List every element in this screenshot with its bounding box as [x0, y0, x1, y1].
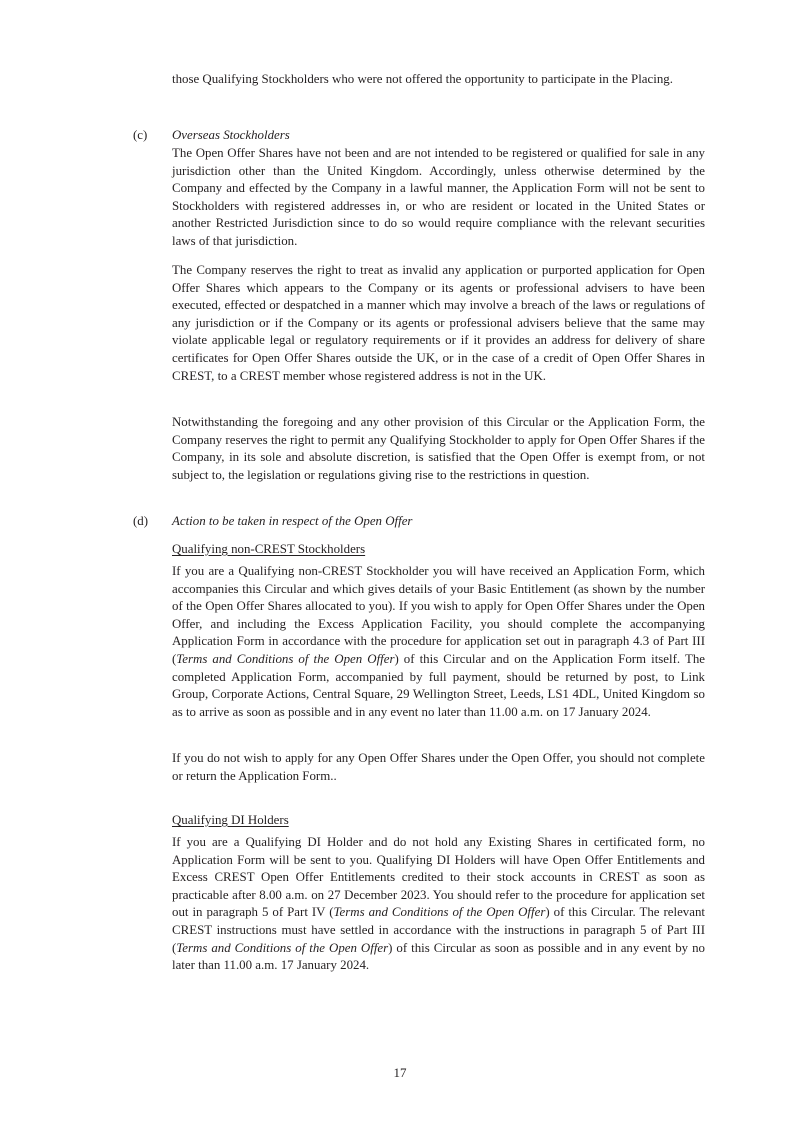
paragraph-text	[172, 834, 705, 975]
text-run: If you are a Qualifying DI Holder and do not hold any Existing Shares in certificated form, no Application Form will be sent to you. Qualifying DI Holders will have Open Offer Entitlements and Excess CREST Open Offer Entitlements credited to their stock accounts in CREST as soon as practicable after 8.00 a.m. on 27 December 2023. You should refer to the procedure for application set out in paragraph 5 of Part IV (	[172, 835, 705, 920]
non-crest-paragraph-2	[172, 750, 705, 785]
page-number: 17	[393, 1065, 407, 1080]
intro-paragraph	[172, 71, 705, 89]
section-c-label: (c)	[133, 128, 148, 142]
italic-title: Terms and Conditions of the Open Offer	[176, 651, 395, 666]
text-run: ) of this Circular as soon as possible and in any event by no later than 11.00 a.m. 17 January 2024.	[172, 940, 705, 973]
non-crest-paragraph-1	[172, 563, 705, 721]
paragraph-text: The Open Offer Shares have not been and are not intended to be registered or qualified for sale in any jurisdiction other than the United Kingdom. Accordingly, unless otherwise determined by the Company and effected by the Company in a lawful manner, the Application Form will not be sent to Stockholders with registered addresses in, or who are resident or located in the United States or another Restricted Jurisdiction since to do so would require compliance with the relevant securities laws of that jurisdiction.	[172, 146, 705, 248]
di-holders-subheading: Qualifying DI Holders	[172, 813, 289, 827]
section-d-label: (d)	[133, 514, 149, 528]
paragraph-text	[172, 563, 705, 721]
paragraph-text: If you do not wish to apply for any Open Offer Shares under the Open Offer, you should not complete or return the Application Form..	[172, 751, 705, 783]
di-holders-paragraph	[172, 834, 705, 975]
intro-text: those Qualifying Stockholders who were not offered the opportunity to participate in the Placing.	[172, 72, 673, 86]
section-d-heading: Action to be taken in respect of the Open Offer	[172, 514, 413, 528]
section-c-paragraph-1	[172, 145, 705, 251]
italic-title: Terms and Conditions of the Open Offer	[176, 940, 389, 955]
paragraph-text: The Company reserves the right to treat as invalid any application or purported application for Open Offer Shares which appears to the Company or its agents or professional advisers to have been executed, effected or despatched in a manner which may involve a breach of the laws or regulations of any jurisdiction or if the Company or its agents or professional advisers believe that the same may violate applicable legal or regulatory requirements or if it provides an address for delivery of share certificates for Open Offer Shares outside the UK, or in the case of a credit of Open Offer Shares in CREST, to a CREST member whose registered address is not in the UK.	[172, 263, 705, 383]
non-crest-subheading: Qualifying non-CREST Stockholders	[172, 542, 366, 556]
section-c-heading: Overseas Stockholders	[172, 128, 290, 142]
text-run: ) of this Circular. The relevant CREST instructions must have settled in accordance with the instructions in paragraph 5 of Part III (	[172, 905, 705, 955]
section-c-paragraph-3	[172, 414, 705, 484]
text-run: ) of this Circular and on the Application Form itself. The completed Application Form, accompanied by full payment, should be returned by post, to Link Group, Corporate Actions, Central Square, 29 Wellington Street, Leeds, LS1 4DL, United Kingdom so as to arrive as soon as possible and in any event no later than 11.00 a.m. on 17 January 2024.	[172, 651, 705, 719]
paragraph-text: Notwithstanding the foregoing and any other provision of this Circular or the Application Form, the Company reserves the right to permit any Qualifying Stockholder to apply for Open Offer Shares if the Company, in its sole and absolute discretion, is satisfied that the Open Offer is exempt from, or not subject to, the legislation or regulations giving rise to the restrictions in question.	[172, 415, 705, 482]
text-run: If you are a Qualifying non-CREST Stockholder you will have received an Application Form, which accompanies this Circular and which gives details of your Basic Entitlement (as shown by the number of the Open Offer Shares allocated to you). If you wish to apply for Open Offer Shares under the Open Offer, and including the Excess Application Facility, you should complete the accompanying Application Form in accordance with the procedure for application set out in paragraph 4.3 of Part III (	[172, 564, 705, 666]
italic-title: Terms and Conditions of the Open Offer	[333, 905, 546, 920]
section-c-paragraph-2	[172, 262, 705, 385]
